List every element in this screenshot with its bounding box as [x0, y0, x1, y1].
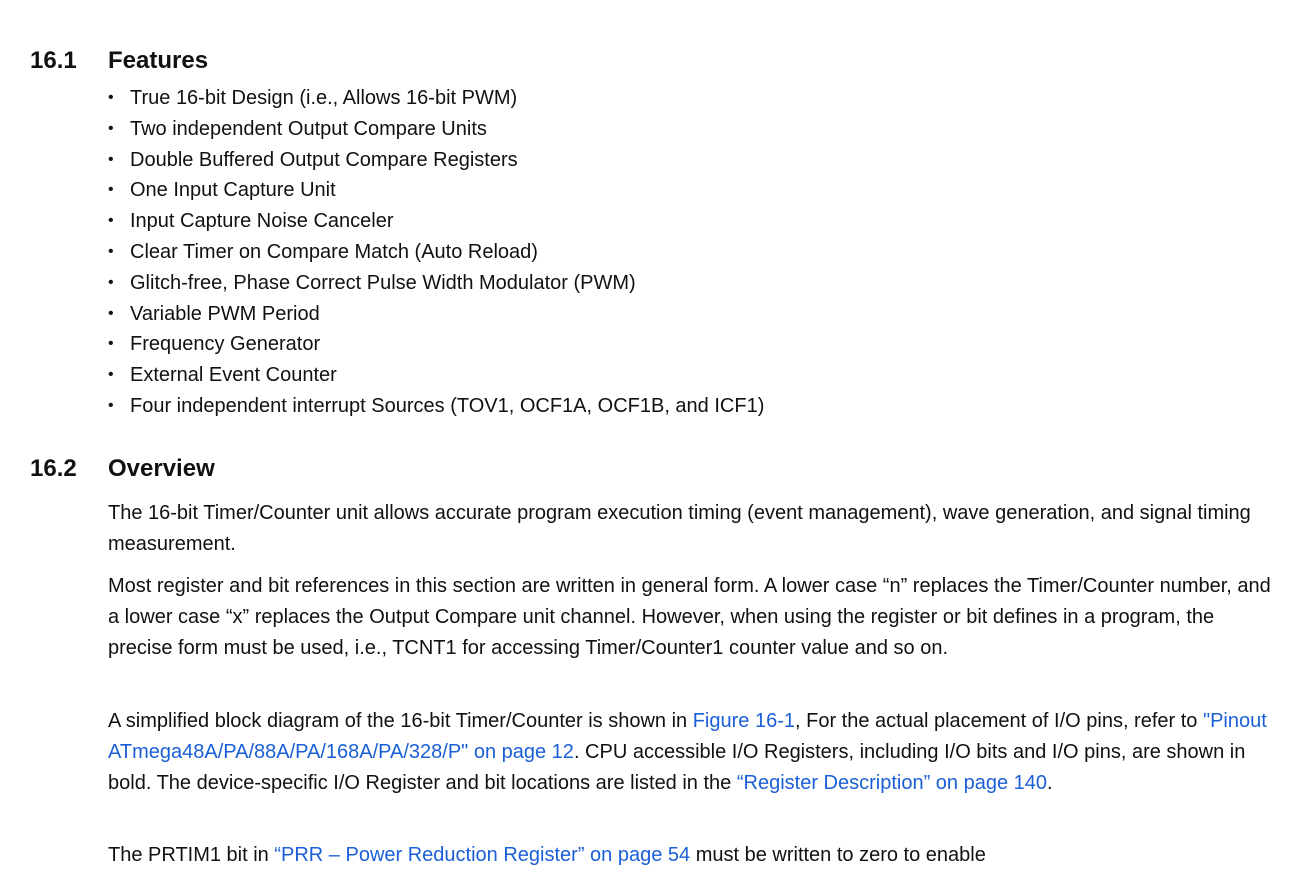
feature-item [106, 83, 764, 114]
paragraph-text: . [1047, 772, 1053, 794]
feature-item [106, 175, 764, 206]
feature-item-text: One Input Capture Unit [130, 179, 336, 202]
prr-register-link[interactable]: “PRR – Power Reduction Register” on page 54 [274, 844, 691, 866]
feature-item-text: Four independent interrupt Sources (TOV1, OCF1A, OCF1B, and ICF1) [130, 394, 765, 417]
feature-item-text: Clear Timer on Compare Match (Auto Reload) [130, 240, 538, 263]
feature-item [106, 237, 764, 268]
bullet-icon: • [108, 89, 114, 106]
bullet-icon: • [108, 212, 114, 230]
feature-item [106, 206, 764, 237]
feature-item [106, 114, 764, 145]
overview-section-number: 16.2 [30, 455, 77, 482]
overview-paragraph-1: The 16-bit Timer/Counter unit allows accurate program execution timing (event management), wave generation, and signal timing measurement. [108, 502, 1251, 555]
feature-item [106, 268, 764, 299]
feature-item-text: Input Capture Noise Canceler [130, 210, 394, 233]
feature-item [106, 391, 764, 422]
bullet-icon: • [108, 150, 114, 168]
bullet-icon: • [108, 119, 114, 137]
feature-item-text: External Event Counter [130, 364, 337, 387]
overview-paragraph-4 [108, 840, 1278, 871]
feature-item-text: True 16-bit Design (i.e., Allows 16-bit PWM) [130, 87, 518, 109]
bullet-icon: • [108, 304, 114, 322]
feature-item-text: Glitch-free, Phase Correct Pulse Width Modulator (PWM) [130, 271, 636, 294]
overview-section-title: Overview [108, 455, 215, 482]
feature-item [106, 145, 764, 176]
bullet-icon: • [108, 366, 114, 384]
register-description-link[interactable]: “Register Description” on page 140 [736, 772, 1048, 794]
bullet-icon: • [108, 181, 114, 199]
overview-heading [30, 454, 215, 484]
features-section-number: 16.1 [30, 47, 77, 74]
paragraph-text: , For the actual placement of I/O pins, refer to [795, 710, 1203, 732]
bullet-icon: • [108, 273, 114, 291]
overview-paragraph-3 [108, 706, 1278, 799]
paragraph-text: The PRTIM1 bit in [108, 844, 275, 866]
features-heading [30, 46, 208, 76]
feature-item-text: Variable PWM Period [130, 302, 320, 325]
overview-paragraph-2: Most register and bit references in this section are written in general form. A lower case “n” replaces the Timer/Counter number, and a lower case “x” replaces the Output Compare unit channel. However, when using the register or bit defines in a program, the precise form must be used, i.e., TCNT1 for accessing Timer/Counter1 counter value and so on. [108, 575, 1271, 659]
bullet-icon: • [108, 335, 114, 353]
features-section-title: Features [108, 47, 209, 74]
feature-item-text: Double Buffered Output Compare Registers [130, 148, 518, 171]
paragraph-text: A simplified block diagram of the 16-bit Timer/Counter is shown in [108, 710, 693, 732]
feature-item [106, 329, 764, 360]
feature-item [106, 299, 764, 330]
figure-16-1-link[interactable]: Figure 16-1 [692, 710, 795, 732]
feature-item [106, 360, 764, 391]
paragraph-text: must be written to zero to enable [690, 844, 986, 866]
feature-item-text: Frequency Generator [130, 333, 321, 356]
bullet-icon: • [108, 396, 114, 414]
paragraph-text: . CPU accessible I/O Registers, including I/O bits and I/O pins, are shown in bold. The device-specific I/O Register and bit locations are listed in the [108, 741, 1246, 794]
features-list [106, 83, 764, 422]
bullet-icon: • [108, 242, 114, 260]
pinout-link[interactable]: "Pinout ATmega48A/PA/88A/PA/168A/PA/328/P" on page 12 [108, 710, 1267, 763]
feature-item-text: Two independent Output Compare Units [130, 117, 487, 140]
